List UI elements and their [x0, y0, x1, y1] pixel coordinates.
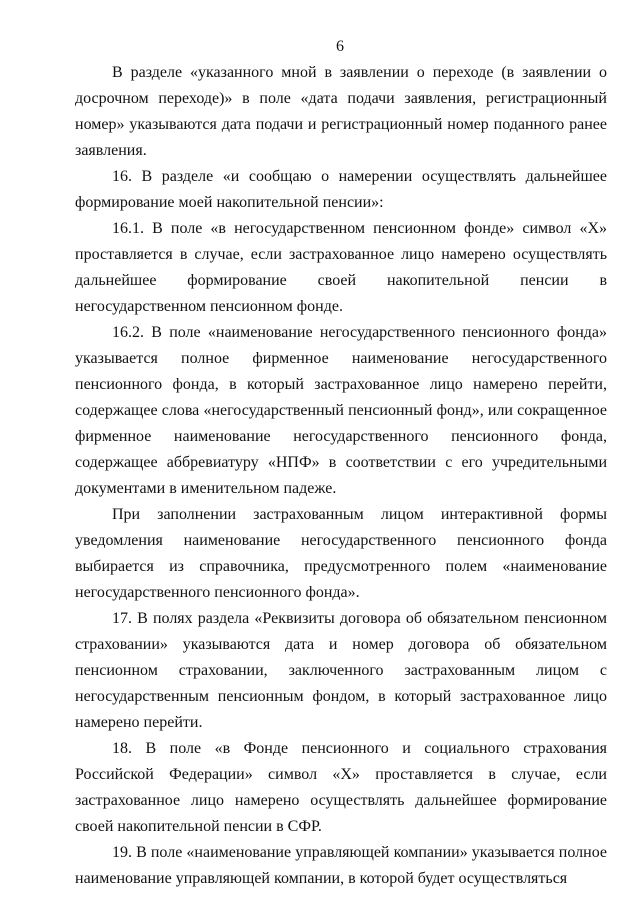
paragraph-18: 18. В поле «в Фонде пенсионного и социального страхования Российской Федерации» символ «Х» проставляется в случае, если застрахованное лицо намерено осуществлять дальнейшее формирование своей накопительной пенсии в СФР.	[75, 740, 607, 835]
paragraph-intro-section-reference: В разделе «указанного мной в заявлении о переходе (в заявлении о досрочном переходе)» в поле «дата подачи заявления, регистрационный номер» указываются дата подачи и регистрационный номер поданного ранее заявления.	[75, 64, 607, 159]
paragraph-16-2: 16.2. В поле «наименование негосударственного пенсионного фонда» указывается полное фирменное наименование негосударственного пенсионного фонда, в который застрахованное лицо намерено перейти, содержащее слова «негосударственный пенсионный фонд», или сокращенное фирменное наименование негосударственного пенсионного фонда, содержащее аббревиатуру «НПФ» в соответствии с его учредительными документами в именительном падеже.	[75, 324, 607, 497]
paragraph-17: 17. В полях раздела «Реквизиты договора об обязательном пенсионном страховании» указываются дата и номер договора об обязательном пенсионном страховании, заключенного застрахованным лицом с негосударственным пенсионным фондом, в который застрахованное лицо намерено перейти.	[75, 610, 607, 731]
paragraph-16: 16. В разделе «и сообщаю о намерении осуществлять дальнейшее формирование моей накопительной пенсии»:	[75, 168, 607, 211]
page-number: 6	[336, 38, 344, 55]
paragraph-16-1: 16.1. В поле «в негосударственном пенсионном фонде» символ «Х» проставляется в случае, если застрахованное лицо намерено осуществлять дальнейшее формирование своей накопительной пенсии в негосударственном пенсионном фонде.	[75, 220, 607, 315]
paragraph-19: 19. В поле «наименование управляющей компании» указывается полное наименование управляющей компании, в которой будет осуществляться	[75, 844, 607, 887]
paragraph-interactive-form-note: При заполнении застрахованным лицом интерактивной формы уведомления наименование негосударственного пенсионного фонда выбирается из справочника, предусмотренного полем «наименование негосударственного пенсионного фонда».	[75, 506, 607, 601]
document-body	[75, 60, 607, 892]
